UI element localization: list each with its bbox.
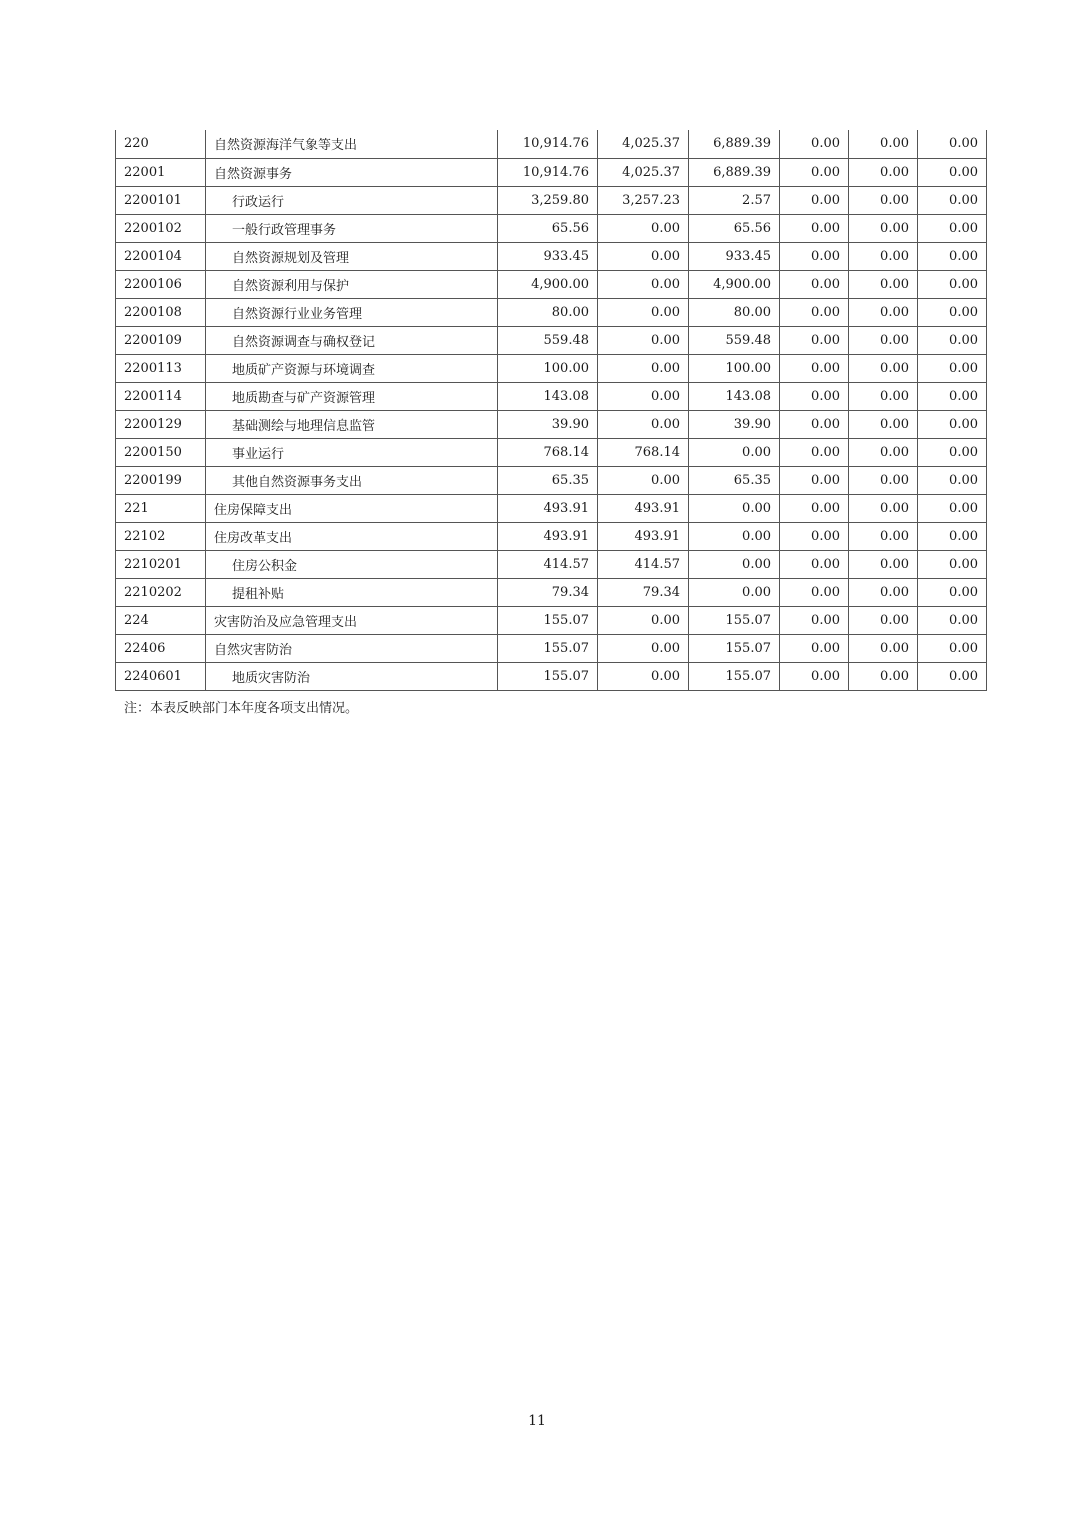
cell-project: 6,889.39 bbox=[689, 158, 780, 186]
cell-name: 地质灾害防治 bbox=[206, 662, 498, 690]
cell-col6: 0.00 bbox=[918, 354, 987, 382]
cell-col4: 0.00 bbox=[780, 214, 849, 242]
cell-name: 自然资源海洋气象等支出 bbox=[206, 130, 498, 158]
cell-project: 65.35 bbox=[689, 466, 780, 494]
cell-basic: 768.14 bbox=[598, 438, 689, 466]
cell-name: 住房公积金 bbox=[206, 550, 498, 578]
cell-col6: 0.00 bbox=[918, 494, 987, 522]
cell-name: 基础测绘与地理信息监管 bbox=[206, 410, 498, 438]
cell-col4: 0.00 bbox=[780, 242, 849, 270]
cell-basic: 4,025.37 bbox=[598, 130, 689, 158]
cell-code: 220 bbox=[116, 130, 206, 158]
cell-total: 10,914.76 bbox=[498, 158, 598, 186]
cell-project: 0.00 bbox=[689, 438, 780, 466]
cell-code: 2200150 bbox=[116, 438, 206, 466]
cell-total: 155.07 bbox=[498, 634, 598, 662]
cell-code: 2200129 bbox=[116, 410, 206, 438]
cell-code: 2200102 bbox=[116, 214, 206, 242]
cell-col6: 0.00 bbox=[918, 606, 987, 634]
cell-total: 768.14 bbox=[498, 438, 598, 466]
cell-col6: 0.00 bbox=[918, 186, 987, 214]
cell-code: 2200113 bbox=[116, 354, 206, 382]
cell-total: 493.91 bbox=[498, 494, 598, 522]
table-row bbox=[116, 130, 987, 158]
expenditure-table bbox=[115, 130, 987, 691]
table-row bbox=[116, 606, 987, 634]
cell-col6: 0.00 bbox=[918, 270, 987, 298]
table-row bbox=[116, 550, 987, 578]
cell-basic: 493.91 bbox=[598, 494, 689, 522]
cell-total: 4,900.00 bbox=[498, 270, 598, 298]
cell-col5: 0.00 bbox=[849, 382, 918, 410]
cell-code: 2210201 bbox=[116, 550, 206, 578]
cell-total: 100.00 bbox=[498, 354, 598, 382]
cell-col4: 0.00 bbox=[780, 158, 849, 186]
cell-code: 2200104 bbox=[116, 242, 206, 270]
cell-col5: 0.00 bbox=[849, 298, 918, 326]
table-row bbox=[116, 326, 987, 354]
table-body bbox=[116, 130, 987, 690]
cell-basic: 493.91 bbox=[598, 522, 689, 550]
cell-code: 2240601 bbox=[116, 662, 206, 690]
cell-name: 地质勘查与矿产资源管理 bbox=[206, 382, 498, 410]
cell-col6: 0.00 bbox=[918, 662, 987, 690]
cell-total: 933.45 bbox=[498, 242, 598, 270]
cell-basic: 0.00 bbox=[598, 606, 689, 634]
cell-project: 100.00 bbox=[689, 354, 780, 382]
cell-col5: 0.00 bbox=[849, 466, 918, 494]
cell-basic: 0.00 bbox=[598, 382, 689, 410]
cell-project: 4,900.00 bbox=[689, 270, 780, 298]
cell-col4: 0.00 bbox=[780, 298, 849, 326]
cell-col4: 0.00 bbox=[780, 550, 849, 578]
cell-col5: 0.00 bbox=[849, 130, 918, 158]
cell-col4: 0.00 bbox=[780, 466, 849, 494]
cell-basic: 79.34 bbox=[598, 578, 689, 606]
cell-col6: 0.00 bbox=[918, 438, 987, 466]
cell-project: 155.07 bbox=[689, 634, 780, 662]
table-row bbox=[116, 578, 987, 606]
cell-code: 2200108 bbox=[116, 298, 206, 326]
table-note: 注：本表反映部门本年度各项支出情况。 bbox=[124, 700, 359, 716]
cell-col4: 0.00 bbox=[780, 438, 849, 466]
cell-project: 2.57 bbox=[689, 186, 780, 214]
cell-code: 2200106 bbox=[116, 270, 206, 298]
table-row bbox=[116, 662, 987, 690]
cell-total: 65.56 bbox=[498, 214, 598, 242]
cell-code: 2200109 bbox=[116, 326, 206, 354]
cell-name: 地质矿产资源与环境调查 bbox=[206, 354, 498, 382]
cell-project: 933.45 bbox=[689, 242, 780, 270]
cell-project: 6,889.39 bbox=[689, 130, 780, 158]
cell-col6: 0.00 bbox=[918, 382, 987, 410]
cell-col4: 0.00 bbox=[780, 606, 849, 634]
cell-total: 143.08 bbox=[498, 382, 598, 410]
cell-name: 自然资源调查与确权登记 bbox=[206, 326, 498, 354]
cell-name: 自然资源规划及管理 bbox=[206, 242, 498, 270]
table-row bbox=[116, 354, 987, 382]
cell-col4: 0.00 bbox=[780, 522, 849, 550]
cell-total: 414.57 bbox=[498, 550, 598, 578]
cell-total: 559.48 bbox=[498, 326, 598, 354]
cell-col5: 0.00 bbox=[849, 522, 918, 550]
cell-col4: 0.00 bbox=[780, 578, 849, 606]
cell-project: 39.90 bbox=[689, 410, 780, 438]
cell-project: 143.08 bbox=[689, 382, 780, 410]
cell-name: 自然资源利用与保护 bbox=[206, 270, 498, 298]
cell-name: 灾害防治及应急管理支出 bbox=[206, 606, 498, 634]
cell-col5: 0.00 bbox=[849, 550, 918, 578]
cell-code: 2200199 bbox=[116, 466, 206, 494]
cell-col5: 0.00 bbox=[849, 354, 918, 382]
cell-col4: 0.00 bbox=[780, 354, 849, 382]
cell-col5: 0.00 bbox=[849, 494, 918, 522]
cell-col6: 0.00 bbox=[918, 410, 987, 438]
cell-name: 事业运行 bbox=[206, 438, 498, 466]
cell-col4: 0.00 bbox=[780, 270, 849, 298]
cell-col6: 0.00 bbox=[918, 242, 987, 270]
cell-code: 2210202 bbox=[116, 578, 206, 606]
table-row bbox=[116, 634, 987, 662]
cell-name: 其他自然资源事务支出 bbox=[206, 466, 498, 494]
table-row bbox=[116, 158, 987, 186]
table-row bbox=[116, 298, 987, 326]
cell-total: 3,259.80 bbox=[498, 186, 598, 214]
cell-basic: 3,257.23 bbox=[598, 186, 689, 214]
cell-col6: 0.00 bbox=[918, 214, 987, 242]
table-row bbox=[116, 214, 987, 242]
cell-col5: 0.00 bbox=[849, 410, 918, 438]
cell-basic: 0.00 bbox=[598, 298, 689, 326]
cell-basic: 0.00 bbox=[598, 662, 689, 690]
cell-col5: 0.00 bbox=[849, 214, 918, 242]
cell-col5: 0.00 bbox=[849, 158, 918, 186]
cell-code: 22102 bbox=[116, 522, 206, 550]
cell-code: 22001 bbox=[116, 158, 206, 186]
cell-basic: 0.00 bbox=[598, 634, 689, 662]
cell-col4: 0.00 bbox=[780, 382, 849, 410]
cell-col4: 0.00 bbox=[780, 634, 849, 662]
cell-name: 行政运行 bbox=[206, 186, 498, 214]
cell-col4: 0.00 bbox=[780, 410, 849, 438]
cell-code: 221 bbox=[116, 494, 206, 522]
cell-col4: 0.00 bbox=[780, 494, 849, 522]
page-number: 11 bbox=[528, 1413, 546, 1429]
cell-col5: 0.00 bbox=[849, 662, 918, 690]
cell-basic: 4,025.37 bbox=[598, 158, 689, 186]
cell-basic: 0.00 bbox=[598, 214, 689, 242]
cell-project: 0.00 bbox=[689, 494, 780, 522]
cell-basic: 0.00 bbox=[598, 270, 689, 298]
cell-name: 自然灾害防治 bbox=[206, 634, 498, 662]
cell-basic: 0.00 bbox=[598, 410, 689, 438]
cell-total: 155.07 bbox=[498, 606, 598, 634]
cell-name: 提租补贴 bbox=[206, 578, 498, 606]
table-row bbox=[116, 410, 987, 438]
cell-total: 39.90 bbox=[498, 410, 598, 438]
cell-col4: 0.00 bbox=[780, 326, 849, 354]
table-row bbox=[116, 494, 987, 522]
cell-project: 155.07 bbox=[689, 662, 780, 690]
cell-project: 65.56 bbox=[689, 214, 780, 242]
cell-total: 155.07 bbox=[498, 662, 598, 690]
cell-col5: 0.00 bbox=[849, 242, 918, 270]
cell-col6: 0.00 bbox=[918, 578, 987, 606]
cell-col6: 0.00 bbox=[918, 550, 987, 578]
cell-col6: 0.00 bbox=[918, 634, 987, 662]
cell-col4: 0.00 bbox=[780, 662, 849, 690]
cell-name: 住房保障支出 bbox=[206, 494, 498, 522]
cell-col4: 0.00 bbox=[780, 186, 849, 214]
cell-name: 一般行政管理事务 bbox=[206, 214, 498, 242]
table-row bbox=[116, 186, 987, 214]
cell-project: 0.00 bbox=[689, 550, 780, 578]
table-row bbox=[116, 522, 987, 550]
cell-code: 224 bbox=[116, 606, 206, 634]
cell-basic: 0.00 bbox=[598, 466, 689, 494]
cell-basic: 0.00 bbox=[598, 326, 689, 354]
table-row bbox=[116, 438, 987, 466]
cell-basic: 0.00 bbox=[598, 354, 689, 382]
page-content bbox=[115, 130, 986, 716]
cell-col4: 0.00 bbox=[780, 130, 849, 158]
cell-basic: 0.00 bbox=[598, 242, 689, 270]
cell-col6: 0.00 bbox=[918, 466, 987, 494]
cell-total: 493.91 bbox=[498, 522, 598, 550]
cell-name: 自然资源事务 bbox=[206, 158, 498, 186]
cell-project: 80.00 bbox=[689, 298, 780, 326]
cell-project: 155.07 bbox=[689, 606, 780, 634]
table-row bbox=[116, 242, 987, 270]
cell-col6: 0.00 bbox=[918, 130, 987, 158]
cell-project: 559.48 bbox=[689, 326, 780, 354]
cell-code: 22406 bbox=[116, 634, 206, 662]
cell-project: 0.00 bbox=[689, 522, 780, 550]
cell-col6: 0.00 bbox=[918, 326, 987, 354]
cell-code: 2200114 bbox=[116, 382, 206, 410]
cell-col5: 0.00 bbox=[849, 438, 918, 466]
cell-col5: 0.00 bbox=[849, 578, 918, 606]
table-row bbox=[116, 382, 987, 410]
cell-basic: 414.57 bbox=[598, 550, 689, 578]
cell-col5: 0.00 bbox=[849, 186, 918, 214]
cell-col5: 0.00 bbox=[849, 634, 918, 662]
cell-total: 65.35 bbox=[498, 466, 598, 494]
table-row bbox=[116, 270, 987, 298]
cell-total: 79.34 bbox=[498, 578, 598, 606]
cell-col5: 0.00 bbox=[849, 606, 918, 634]
cell-col5: 0.00 bbox=[849, 326, 918, 354]
cell-name: 住房改革支出 bbox=[206, 522, 498, 550]
table-row bbox=[116, 466, 987, 494]
cell-col6: 0.00 bbox=[918, 298, 987, 326]
cell-col6: 0.00 bbox=[918, 522, 987, 550]
cell-code: 2200101 bbox=[116, 186, 206, 214]
cell-col5: 0.00 bbox=[849, 270, 918, 298]
cell-col6: 0.00 bbox=[918, 158, 987, 186]
cell-total: 80.00 bbox=[498, 298, 598, 326]
cell-total: 10,914.76 bbox=[498, 130, 598, 158]
cell-project: 0.00 bbox=[689, 578, 780, 606]
cell-name: 自然资源行业业务管理 bbox=[206, 298, 498, 326]
